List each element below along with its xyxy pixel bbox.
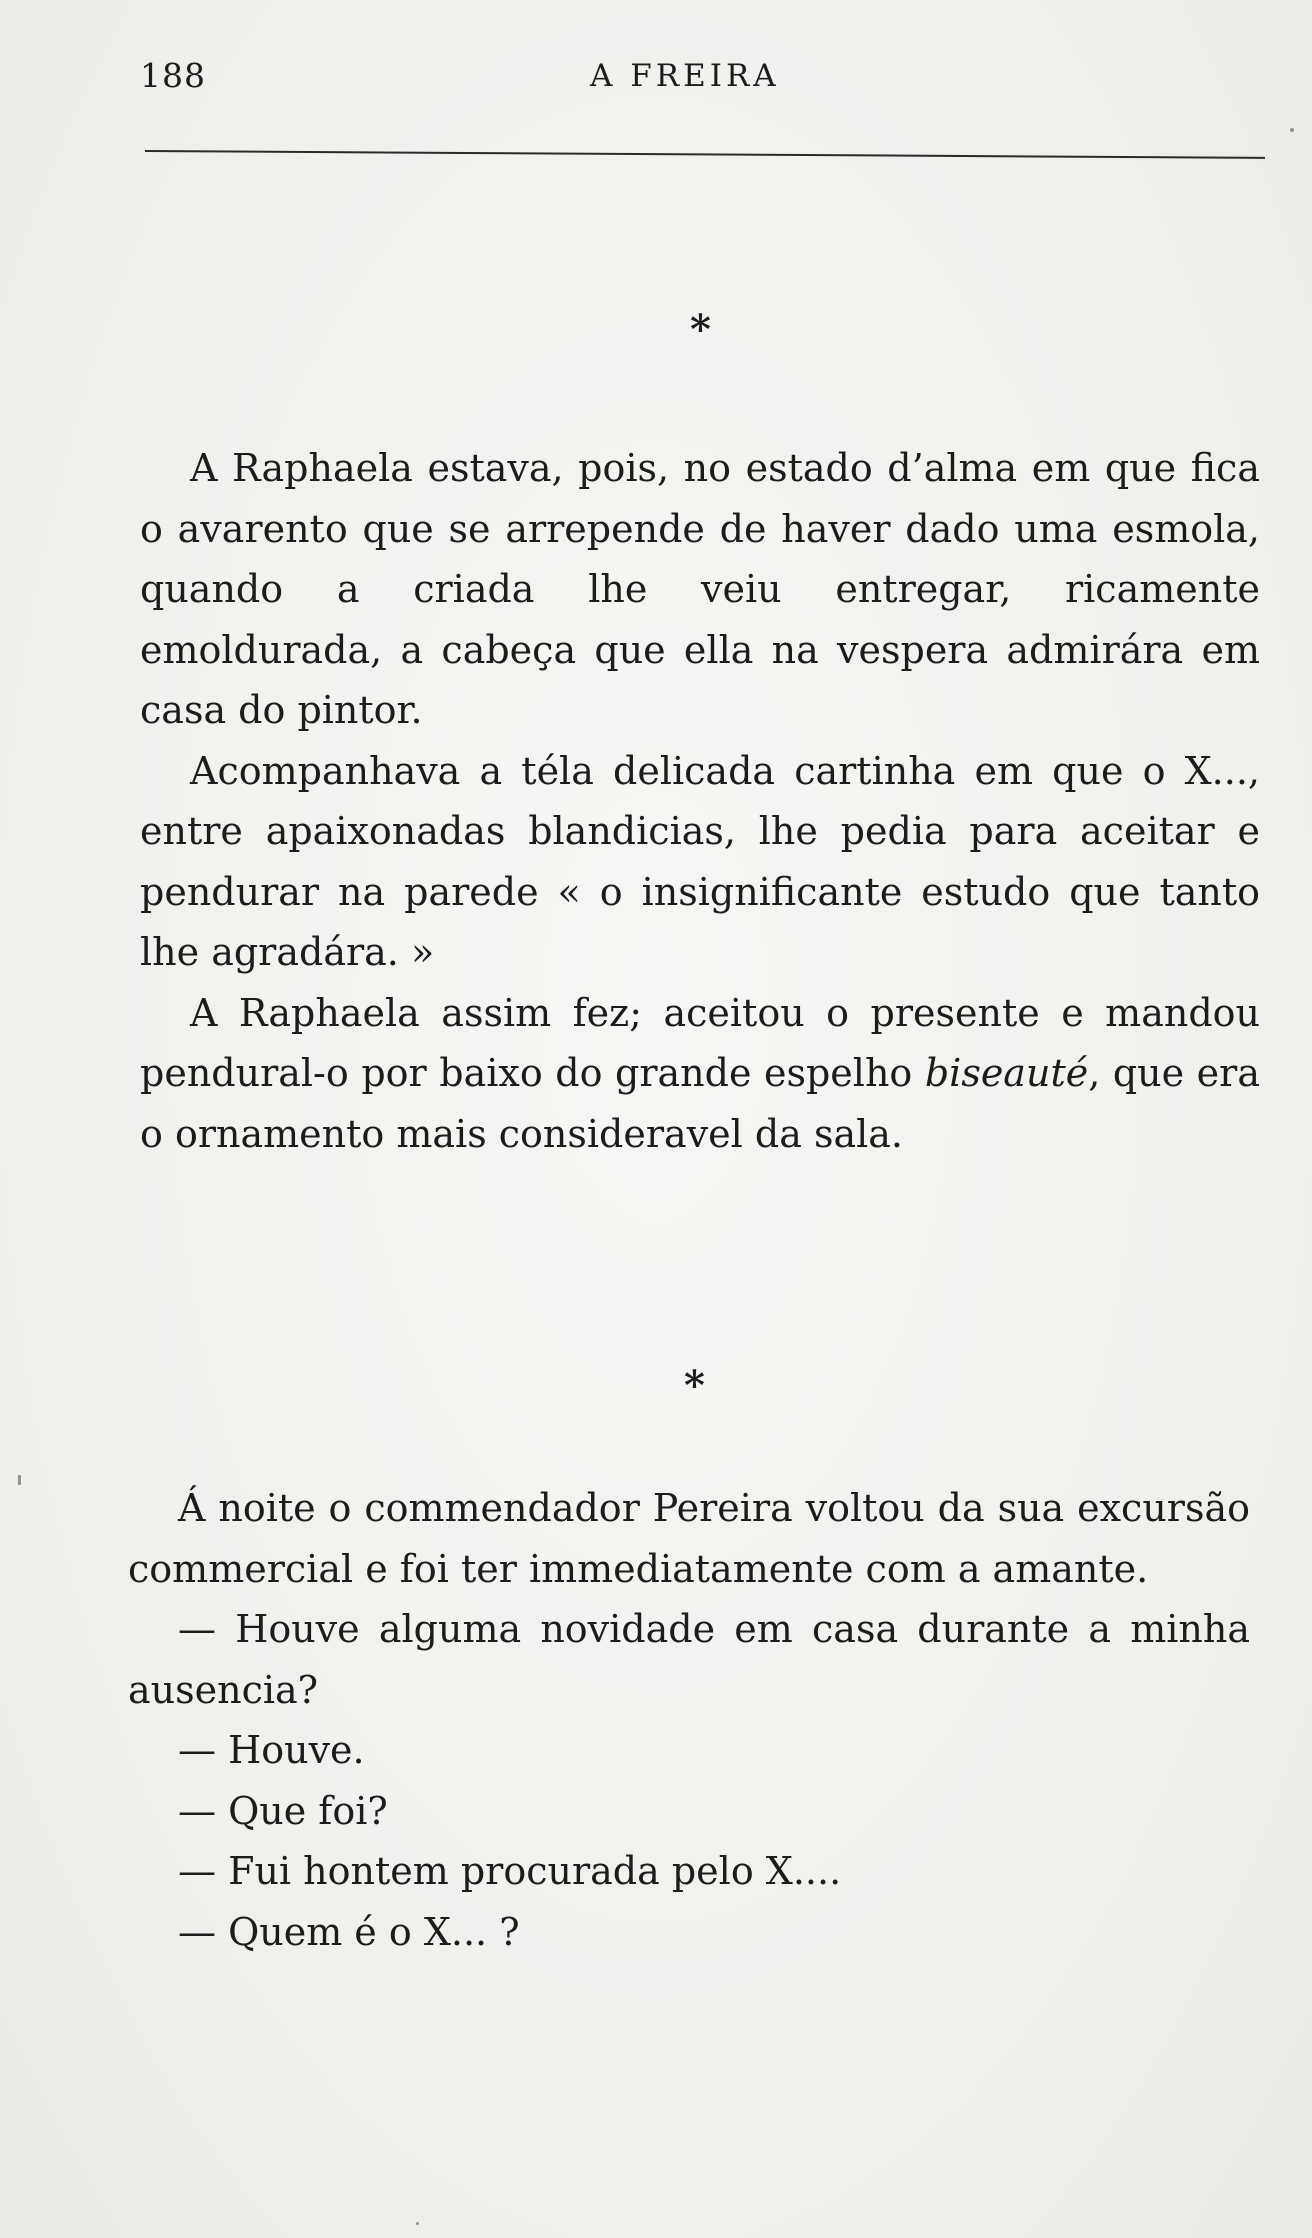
dialogue-line: — Quem é o X... ? bbox=[178, 1909, 520, 1954]
section-1-text bbox=[140, 438, 1260, 1164]
paragraph-2: Acompanhava a téla delicada cartinha em que o X..., entre apaixonadas blandicias, lhe pedia para aceitar e pendurar na parede « o insignificante estudo que tanto lhe agradára. » bbox=[140, 748, 1260, 974]
paragraph-4: Á noite o commendador Pereira voltou da sua excursão commercial e foi ter immediatamente com a amante. bbox=[128, 1486, 1250, 1591]
paper-speck bbox=[18, 1475, 21, 1485]
header-rule bbox=[145, 150, 1265, 159]
paragraph-3-after: , que era o ornamento mais consideravel da sala. bbox=[140, 1051, 1260, 1156]
paragraph-3-italic: biseauté bbox=[924, 1051, 1089, 1095]
paragraph-3 bbox=[140, 983, 1260, 1165]
page-number: 188 bbox=[140, 56, 206, 95]
dialogue-line: — Que foi? bbox=[178, 1788, 388, 1833]
paragraph-3-before: A Raphaela assim fez; aceitou o presente e mandou pendural-o por baixo do grande espelho bbox=[140, 990, 1260, 1095]
page-header bbox=[140, 56, 1265, 106]
section-mark-1: * bbox=[690, 306, 711, 353]
running-title: A FREIRA bbox=[590, 58, 780, 94]
paragraph-5: — Houve alguma novidade em casa durante a minha ausencia? bbox=[128, 1607, 1250, 1712]
section-2-text bbox=[128, 1478, 1250, 1962]
paper-speck bbox=[416, 2222, 419, 2225]
dialogue-line: — Fui hontem procurada pelo X.... bbox=[178, 1849, 842, 1893]
paper-speck bbox=[1290, 128, 1294, 132]
paragraph-1: A Raphaela estava, pois, no estado d’alma em que fica o avarento que se arrepende de haver dado uma esmola, quando a criada lhe veiu entregar, ricamente emoldurada, a cabeça que ella na vespera admirára em casa do pintor. bbox=[140, 446, 1260, 732]
dialogue-line: — Houve. bbox=[178, 1728, 365, 1772]
section-mark-2: * bbox=[684, 1362, 705, 1409]
